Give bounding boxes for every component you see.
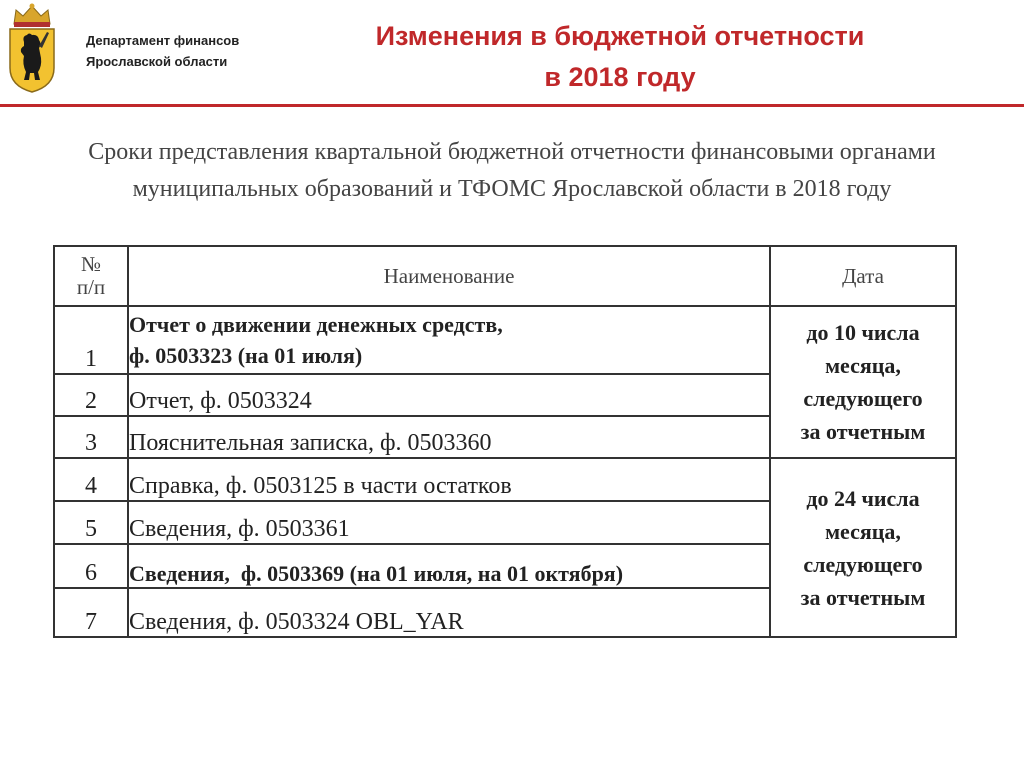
row-number: 2 [54,374,128,416]
row-name: Сведения, ф. 0503369 (на 01 июля, на 01 октября) [128,544,770,588]
department-name: Департамент финансов Ярославской области [86,33,240,69]
row-name: Пояснительная записка, ф. 0503360 [128,416,770,458]
column-header-name: Наименование [128,246,770,306]
header-divider [0,104,1024,107]
table-header-row [54,246,956,306]
column-header-date: Дата [770,246,956,306]
table-row [54,306,956,374]
row-number: 6 [54,544,128,588]
page-title: Изменения в бюджетной отчетности в 2018 году [375,21,865,92]
row-name: Справка, ф. 0503125 в части остатков [128,458,770,501]
deadline-10: до 10 числа месяца, следующего за отчетным [770,306,956,458]
row-number: 5 [54,501,128,544]
row-name: Сведения, ф. 0503324 OBL_YAR [128,588,770,637]
row-name: Отчет о движении денежных средств, ф. 0503323 (на 01 июля) [128,306,770,374]
column-header-num: № п/п [54,246,128,306]
subtitle: Сроки представления квартальной бюджетной отчетности финансовыми органами муниципальных образований и ТФОМС Ярославской области в 2018 году [88,139,936,202]
table-row [54,458,956,501]
row-number: 1 [54,306,128,374]
row-number: 7 [54,588,128,637]
row-name: Сведения, ф. 0503361 [128,501,770,544]
coat-of-arms-icon [4,2,60,94]
row-number: 3 [54,416,128,458]
deadlines-table [53,245,957,638]
deadline-24: до 24 числа месяца, следующего за отчетным [770,458,956,637]
row-name: Отчет, ф. 0503324 [128,374,770,416]
row-number: 4 [54,458,128,501]
header [0,0,1024,108]
